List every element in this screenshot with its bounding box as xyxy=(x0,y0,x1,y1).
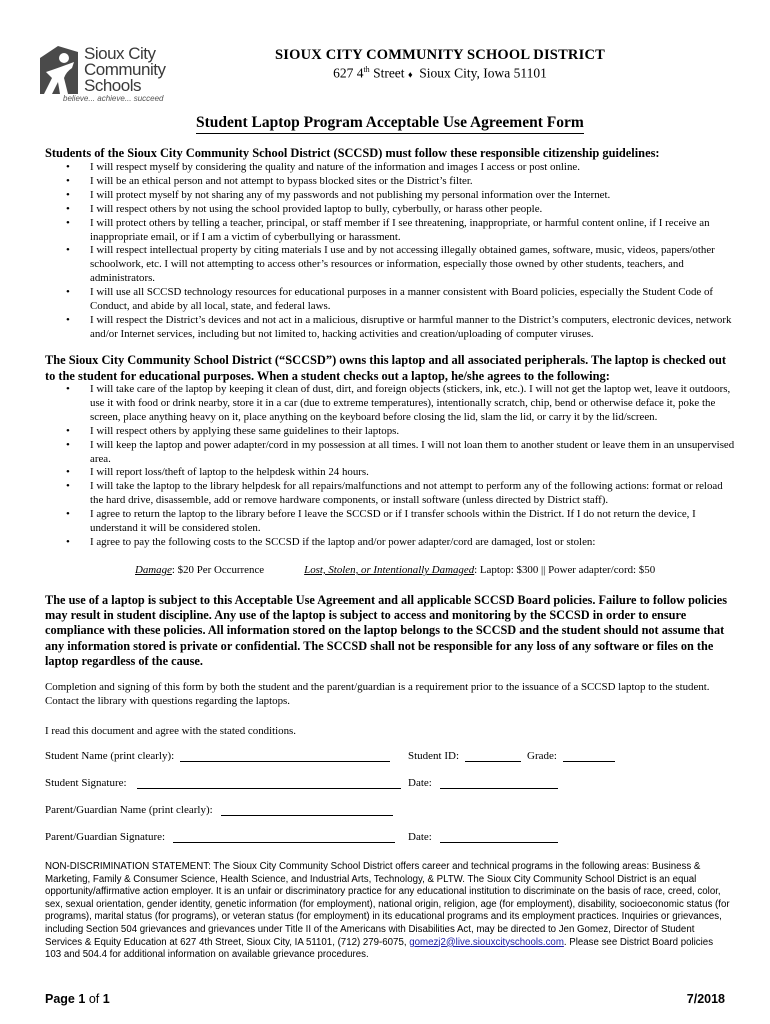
cost-schedule xyxy=(135,564,655,576)
parent-signature-line[interactable] xyxy=(173,831,395,843)
page-word: Page xyxy=(45,992,75,1006)
date-label: Date: xyxy=(408,777,432,789)
address-city: Sioux City, Iowa 51101 xyxy=(419,65,547,81)
list-item: • I will respect others by applying these same guidelines to their laptops. xyxy=(45,425,735,439)
email-link[interactable]: gomezj2@live.siouxcityschools.com xyxy=(409,936,564,948)
student-signature-label: Student Signature: xyxy=(45,777,127,789)
address-street: Street xyxy=(369,65,405,81)
date-line[interactable] xyxy=(440,831,558,843)
list-item: • I will respect the District’s devices and not act in a malicious, disruptive or harmful manner to the District’s computers, electronic devices, network and/or Internet services, including but not limited to, hacking activities and creation/uploading of computer viruses. xyxy=(45,314,735,342)
citizenship-heading: Students of the Sioux City Community School District (SCCSD) must follow these responsible citizenship guidelines: xyxy=(45,146,660,160)
page-current: 1 xyxy=(78,992,86,1006)
page-number xyxy=(45,992,110,1006)
district-name: SIOUX CITY COMMUNITY SCHOOL DISTRICT xyxy=(274,47,605,63)
list-item: • I will protect others by telling a teacher, principal, or staff member if I see threatening, inappropriate, or harmful content online, if I receive an inappropriate email, or if I am a victim of cyberbullying or harassment. xyxy=(45,217,735,245)
list-item: • I will respect others by not using the school provided laptop to bully, cyberbully, or harass other people. xyxy=(45,203,735,217)
student-name-field[interactable] xyxy=(45,750,390,762)
list-item: • I will use all SCCSD technology resources for educational purposes in a manner consistent with Board policies, especially the Student Code of Conduct, and abide by all local, state, and federal laws. xyxy=(45,286,735,314)
list-item: • I will respect myself by considering the quality and nature of the information and images I access or post online. xyxy=(45,161,735,175)
date-field[interactable] xyxy=(408,831,558,843)
grade-label: Grade: xyxy=(527,750,557,762)
nondiscrimination-text: NON-DISCRIMINATION STATEMENT: The Sioux City Community School District offers career and technical programs in the following areas: Business & Marketing, Family & Consumer Science, Health Science, and Industrial Arts, Technology, & PLTW. The Sioux City Community School District is an equal opportunity/affirmative action employer. It is an unfair or discriminatory practice for any educational institution to discriminate on the basis of race, creed, color, sex, sexual orientation, gender identity, genetic information (for employment), national origin, religion, age (for employment), disability, socioeconomic status (for programs), marital status (for programs), or veteran status (for employment) in its educational programs and its employment practices. Inquiries or grievances, including Section 504 grievances and grievances under Title II of the Americans with Disabilities Act, may be directed to Jen Gomez, Director of Student Services & Equity Education at 627 4th Street, Sioux City, IA 51101, (712) 279-6075, xyxy=(45,861,730,948)
student-name-label: Student Name (print clearly): xyxy=(45,750,175,762)
district-address xyxy=(210,65,670,82)
damage-label: Damage xyxy=(135,564,172,576)
list-item: • I will report loss/theft of laptop to the helpdesk within 24 hours. xyxy=(45,466,735,480)
list-item: • I will protect myself by not sharing any of my passwords and not publishing my personal information over the Internet. xyxy=(45,189,735,203)
policy-statement: The use of a laptop is subject to this Acceptable Use Agreement and all applicable SCCSD Board policies. Failure to follow policies may result in student discipline. Any use of the laptop is subject to access and monitoring by the SCCSD in order to ensure compliance with these policies. All information stored on the laptop belongs to the SCCSD and the student should not assume that any information stored is private or confidential. The SCCSD shall not be responsible for any loss of any software or files on the laptop regardless of the cause. xyxy=(45,593,728,668)
grade-line[interactable] xyxy=(563,750,615,762)
logo-tagline: believe... achieve... succeed xyxy=(63,94,164,103)
list-item: • I will keep the laptop and power adapter/cord in my possession at all times. I will not loan them to another student or leave them in an unsupervised area. xyxy=(45,439,735,467)
student-id-label: Student ID: xyxy=(408,750,460,762)
laptop-agreement-list xyxy=(45,383,735,550)
logo-line: Sioux City xyxy=(84,44,156,63)
page-of: of xyxy=(88,992,100,1006)
nondiscrimination-statement xyxy=(45,861,730,962)
page-total: 1 xyxy=(102,992,110,1006)
parent-name-field[interactable] xyxy=(45,804,393,816)
logo-wordmark xyxy=(84,46,165,94)
student-signature-line[interactable] xyxy=(137,777,401,789)
student-signature-field[interactable] xyxy=(45,777,401,789)
ownership-heading: The Sioux City Community School District (“SCCSD”) owns this laptop and all associated peripherals. The laptop is checked out to the student for educational purposes. When a student checks out a laptop, he/she agrees to the following: xyxy=(45,353,726,383)
student-id-field[interactable] xyxy=(408,750,615,762)
district-logo xyxy=(38,42,178,106)
list-item: • I agree to return the laptop to the library before I leave the SCCSD or if I transfer schools within the District. If I do not return the device, I understand it will be considered stolen. xyxy=(45,508,735,536)
parent-signature-field[interactable] xyxy=(45,831,395,843)
list-item: • I agree to pay the following costs to the SCCSD if the laptop and/or power adapter/cord are damaged, lost or stolen: xyxy=(45,536,735,550)
citizenship-guidelines-list xyxy=(45,161,735,342)
lost-cost: : Laptop: $300 || Power adapter/cord: $50 xyxy=(474,564,656,576)
address-street-number: 627 4 xyxy=(333,65,364,81)
list-item: • I will take the laptop to the library helpdesk for all repairs/malfunctions and not attempt to perform any of the following actions: format or reload the hard drive, disassemble, add or remove hardware components, or install software (unless directed by District staff). xyxy=(45,480,735,508)
lost-label: Lost, Stolen, or Intentionally Damaged xyxy=(304,564,475,576)
damage-cost: : $20 Per Occurrence xyxy=(171,564,265,576)
parent-name-label: Parent/Guardian Name (print clearly): xyxy=(45,804,213,816)
parent-name-line[interactable] xyxy=(221,804,393,816)
completion-note: Completion and signing of this form by both the student and the parent/guardian is a requirement prior to the issuance of a SCCSD laptop to the student. Contact the library with questions regarding the laptops. xyxy=(45,681,710,707)
logo-line: Community xyxy=(84,60,166,79)
parent-signature-label: Parent/Guardian Signature: xyxy=(45,831,166,843)
date-line[interactable] xyxy=(440,777,558,789)
agreement-line: I read this document and agree with the stated conditions. xyxy=(45,725,297,737)
revision-date: 7/2018 xyxy=(686,992,725,1006)
date-field[interactable] xyxy=(408,777,558,789)
list-item: • I will be an ethical person and not attempt to bypass blocked sites or the District’s filter. xyxy=(45,175,735,189)
student-id-line[interactable] xyxy=(465,750,521,762)
diamond-separator-icon: ♦ xyxy=(407,69,413,80)
list-item: • I will respect intellectual property by citing materials I use and by not accessing illegally obtained games, software, music, videos, papers/other schoolwork, etc. I will not attempting to access other’s resources or information, especially those owned by other students, teachers, and administrators. xyxy=(45,244,735,286)
date-label: Date: xyxy=(408,831,432,843)
list-item: • I will take care of the laptop by keeping it clean of dust, dirt, and foreign objects (stickers, ink, etc.). I will not get the laptop wet, leave it outdoors, use it with food or drink nearby, store it in a car (due to extreme temperatures), intentionally scratch, chip, bend or otherwise deface it, poke the screen, place anything heavy on it, place anything on the keyboard before closing the lid, slam the lid, or carry it by the lid/screen. xyxy=(45,383,735,425)
nondiscrimination-tail: . Please see District Board policies 103 and 504.4 for additional information on available grievance procedures. xyxy=(45,936,714,961)
form-title: Student Laptop Program Acceptable Use Agreement Form xyxy=(196,114,584,134)
address-suffix: th xyxy=(363,65,370,74)
logo-line: Schools xyxy=(84,76,141,95)
logo-figure-icon xyxy=(38,44,82,96)
student-name-line[interactable] xyxy=(180,750,390,762)
